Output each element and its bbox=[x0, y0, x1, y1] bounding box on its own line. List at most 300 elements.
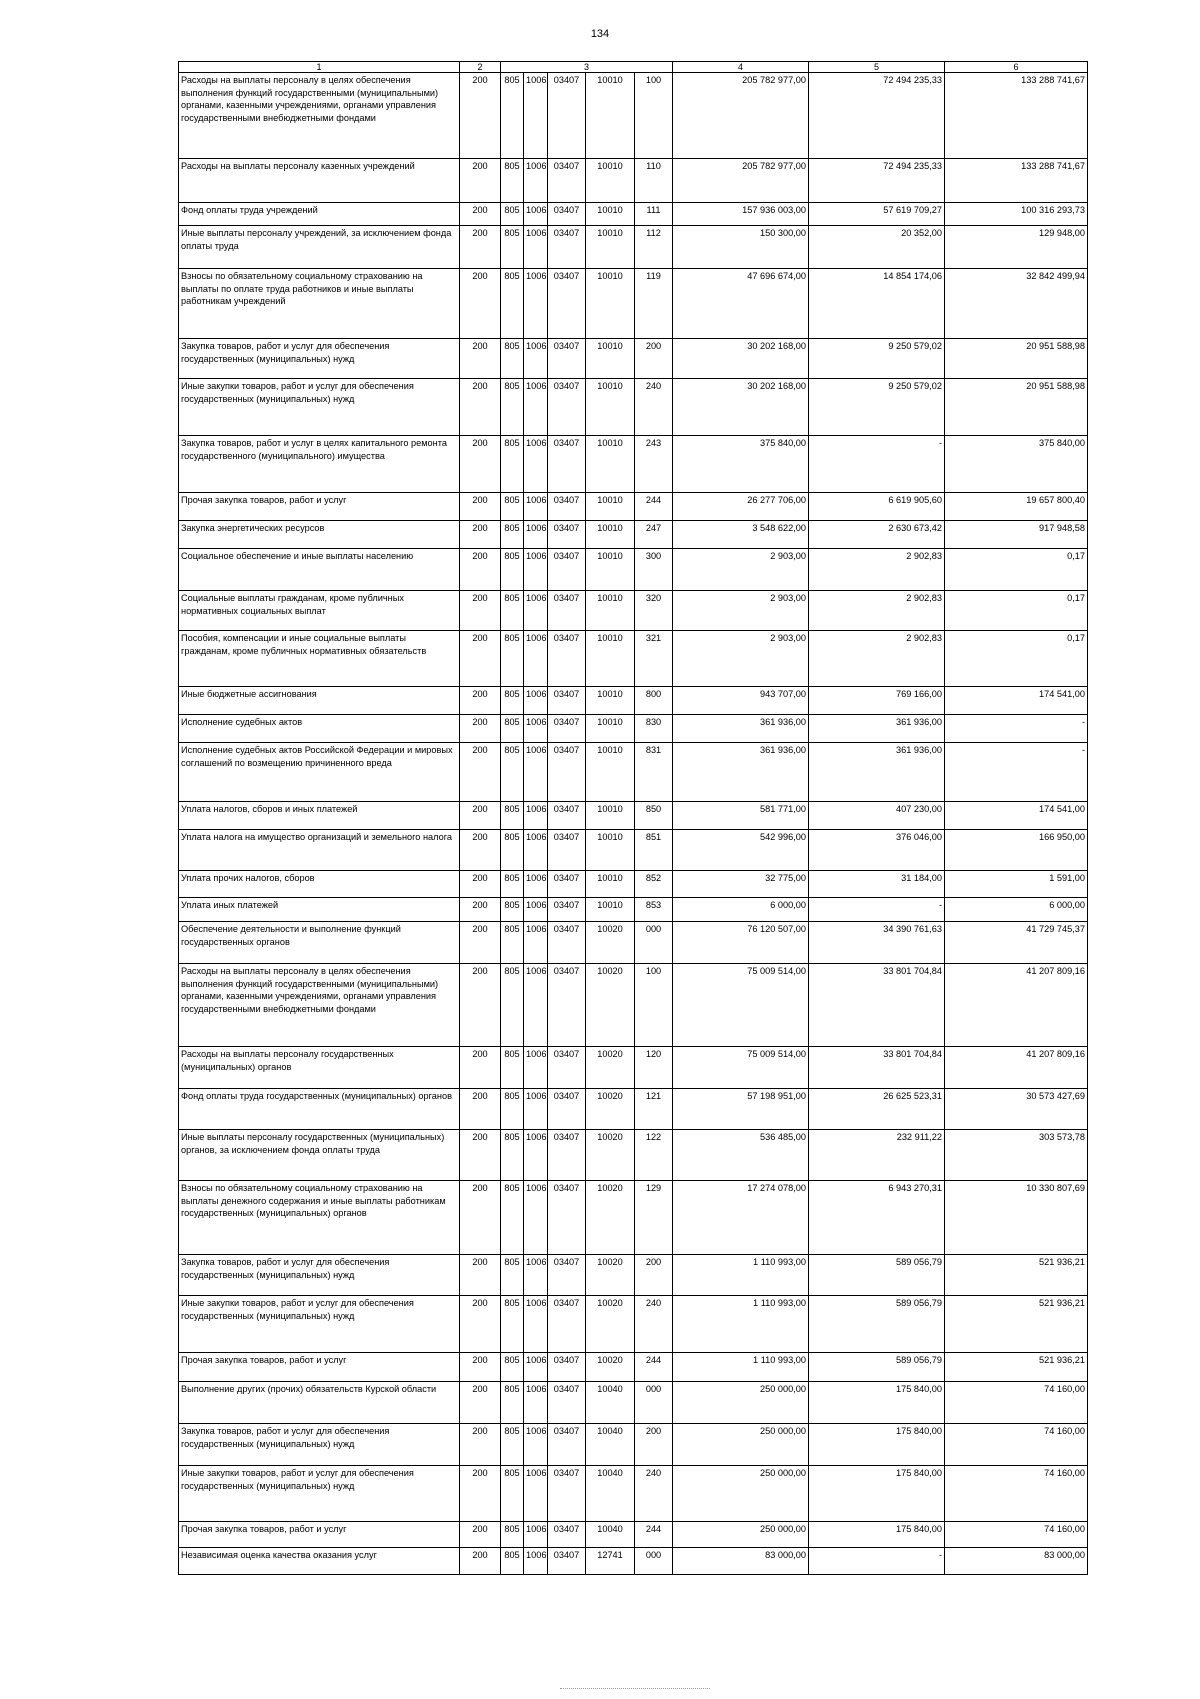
row-unexecuted-cell: 20 951 588,98 bbox=[945, 339, 1088, 379]
row-executed-cell: 407 230,00 bbox=[809, 802, 945, 830]
row-ministry-cell: 805 bbox=[501, 1296, 524, 1353]
row-ministry-cell: 805 bbox=[501, 1548, 524, 1575]
row-code-cell: 200 bbox=[460, 743, 501, 802]
row-section-cell: 1006 bbox=[524, 73, 548, 159]
row-section-cell: 1006 bbox=[524, 1382, 548, 1424]
row-section-cell: 1006 bbox=[524, 1548, 548, 1575]
row-unexecuted-cell: 32 842 499,94 bbox=[945, 269, 1088, 339]
row-executed-cell: 175 840,00 bbox=[809, 1466, 945, 1522]
row-expense-type-cell: 830 bbox=[635, 715, 673, 743]
row-direction-cell: 10010 bbox=[586, 830, 635, 871]
row-section-cell: 1006 bbox=[524, 715, 548, 743]
row-program-cell: 03407 bbox=[548, 159, 586, 203]
row-expense-type-cell: 100 bbox=[635, 964, 673, 1047]
row-ministry-cell: 805 bbox=[501, 379, 524, 436]
row-code-cell: 200 bbox=[460, 1353, 501, 1382]
row-program-cell: 03407 bbox=[548, 203, 586, 226]
row-section-cell: 1006 bbox=[524, 1466, 548, 1522]
row-section-cell: 1006 bbox=[524, 521, 548, 549]
table-row bbox=[179, 922, 1088, 964]
row-approved-cell: 6 000,00 bbox=[673, 898, 809, 922]
row-approved-cell: 2 903,00 bbox=[673, 549, 809, 591]
row-code-cell: 200 bbox=[460, 830, 501, 871]
row-program-cell: 03407 bbox=[548, 521, 586, 549]
table-row bbox=[179, 687, 1088, 715]
table-row bbox=[179, 871, 1088, 898]
row-ministry-cell: 805 bbox=[501, 830, 524, 871]
row-program-cell: 03407 bbox=[548, 1522, 586, 1548]
row-name-cell: Обеспечение деятельности и выполнение функций государственных органов bbox=[179, 922, 460, 964]
table-row bbox=[179, 830, 1088, 871]
row-program-cell: 03407 bbox=[548, 830, 586, 871]
row-direction-cell: 10020 bbox=[586, 1047, 635, 1089]
row-direction-cell: 10010 bbox=[586, 802, 635, 830]
row-name-cell: Иные закупки товаров, работ и услуг для обеспечения государственных (муниципальных) нужд bbox=[179, 1466, 460, 1522]
row-executed-cell: 361 936,00 bbox=[809, 743, 945, 802]
row-unexecuted-cell: 174 541,00 bbox=[945, 687, 1088, 715]
row-approved-cell: 542 996,00 bbox=[673, 830, 809, 871]
row-direction-cell: 10040 bbox=[586, 1522, 635, 1548]
row-name-cell: Уплата налогов, сборов и иных платежей bbox=[179, 802, 460, 830]
row-executed-cell: 9 250 579,02 bbox=[809, 339, 945, 379]
table-row bbox=[179, 715, 1088, 743]
row-executed-cell: 72 494 235,33 bbox=[809, 73, 945, 159]
row-ministry-cell: 805 bbox=[501, 159, 524, 203]
row-name-cell: Расходы на выплаты персоналу казенных учреждений bbox=[179, 159, 460, 203]
row-code-cell: 200 bbox=[460, 1130, 501, 1181]
row-unexecuted-cell: 83 000,00 bbox=[945, 1548, 1088, 1575]
row-name-cell: Иные закупки товаров, работ и услуг для обеспечения государственных (муниципальных) нужд bbox=[179, 1296, 460, 1353]
row-program-cell: 03407 bbox=[548, 1296, 586, 1353]
scan-artifact bbox=[560, 1688, 710, 1691]
row-program-cell: 03407 bbox=[548, 898, 586, 922]
row-section-cell: 1006 bbox=[524, 898, 548, 922]
row-name-cell: Закупка товаров, работ и услуг для обеспечения государственных (муниципальных) нужд bbox=[179, 1255, 460, 1296]
row-ministry-cell: 805 bbox=[501, 715, 524, 743]
row-expense-type-cell: 112 bbox=[635, 226, 673, 269]
row-code-cell: 200 bbox=[460, 922, 501, 964]
row-name-cell: Уплата прочих налогов, сборов bbox=[179, 871, 460, 898]
row-section-cell: 1006 bbox=[524, 802, 548, 830]
row-unexecuted-cell: 10 330 807,69 bbox=[945, 1181, 1088, 1255]
row-expense-type-cell: 831 bbox=[635, 743, 673, 802]
row-expense-type-cell: 000 bbox=[635, 1382, 673, 1424]
row-direction-cell: 10010 bbox=[586, 743, 635, 802]
row-name-cell: Расходы на выплаты персоналу в целях обеспечения выполнения функций государственными (муниципальными) органами, казенными учреждениями, органами управления государственными внебюджетными фондами bbox=[179, 964, 460, 1047]
row-approved-cell: 250 000,00 bbox=[673, 1466, 809, 1522]
row-direction-cell: 10010 bbox=[586, 549, 635, 591]
row-name-cell: Независимая оценка качества оказания услуг bbox=[179, 1548, 460, 1575]
table-row bbox=[179, 521, 1088, 549]
row-code-cell: 200 bbox=[460, 493, 501, 521]
row-program-cell: 03407 bbox=[548, 1047, 586, 1089]
row-approved-cell: 250 000,00 bbox=[673, 1424, 809, 1466]
row-name-cell: Расходы на выплаты персоналу государственных (муниципальных) органов bbox=[179, 1047, 460, 1089]
table-row bbox=[179, 1353, 1088, 1382]
row-executed-cell: 2 902,83 bbox=[809, 591, 945, 631]
row-unexecuted-cell: - bbox=[945, 743, 1088, 802]
row-section-cell: 1006 bbox=[524, 631, 548, 687]
row-direction-cell: 10010 bbox=[586, 339, 635, 379]
row-executed-cell: 9 250 579,02 bbox=[809, 379, 945, 436]
row-code-cell: 200 bbox=[460, 1181, 501, 1255]
row-direction-cell: 10020 bbox=[586, 1255, 635, 1296]
row-section-cell: 1006 bbox=[524, 687, 548, 715]
row-executed-cell: 232 911,22 bbox=[809, 1130, 945, 1181]
row-approved-cell: 47 696 674,00 bbox=[673, 269, 809, 339]
row-program-cell: 03407 bbox=[548, 493, 586, 521]
row-executed-cell: 72 494 235,33 bbox=[809, 159, 945, 203]
row-unexecuted-cell: 41 729 745,37 bbox=[945, 922, 1088, 964]
row-ministry-cell: 805 bbox=[501, 898, 524, 922]
row-program-cell: 03407 bbox=[548, 1548, 586, 1575]
row-direction-cell: 10010 bbox=[586, 226, 635, 269]
row-section-cell: 1006 bbox=[524, 339, 548, 379]
row-direction-cell: 10010 bbox=[586, 591, 635, 631]
row-executed-cell: 26 625 523,31 bbox=[809, 1089, 945, 1130]
row-unexecuted-cell: 521 936,21 bbox=[945, 1353, 1088, 1382]
row-unexecuted-cell: 74 160,00 bbox=[945, 1522, 1088, 1548]
row-code-cell: 200 bbox=[460, 1548, 501, 1575]
row-program-cell: 03407 bbox=[548, 1382, 586, 1424]
table-row bbox=[179, 964, 1088, 1047]
row-code-cell: 200 bbox=[460, 871, 501, 898]
row-approved-cell: 157 936 003,00 bbox=[673, 203, 809, 226]
row-name-cell: Выполнение других (прочих) обязательств Курской области bbox=[179, 1382, 460, 1424]
row-executed-cell: 33 801 704,84 bbox=[809, 964, 945, 1047]
row-program-cell: 03407 bbox=[548, 1255, 586, 1296]
table-row bbox=[179, 1047, 1088, 1089]
row-direction-cell: 10040 bbox=[586, 1382, 635, 1424]
row-approved-cell: 250 000,00 bbox=[673, 1382, 809, 1424]
row-ministry-cell: 805 bbox=[501, 1424, 524, 1466]
row-approved-cell: 2 903,00 bbox=[673, 591, 809, 631]
row-unexecuted-cell: 521 936,21 bbox=[945, 1296, 1088, 1353]
row-direction-cell: 10010 bbox=[586, 871, 635, 898]
row-executed-cell: 20 352,00 bbox=[809, 226, 945, 269]
row-name-cell: Закупка товаров, работ и услуг для обеспечения государственных (муниципальных) нужд bbox=[179, 339, 460, 379]
table-row bbox=[179, 1522, 1088, 1548]
row-name-cell: Иные закупки товаров, работ и услуг для обеспечения государственных (муниципальных) нужд bbox=[179, 379, 460, 436]
table-row bbox=[179, 436, 1088, 493]
row-ministry-cell: 805 bbox=[501, 871, 524, 898]
row-expense-type-cell: 119 bbox=[635, 269, 673, 339]
row-code-cell: 200 bbox=[460, 379, 501, 436]
row-direction-cell: 10010 bbox=[586, 687, 635, 715]
row-code-cell: 200 bbox=[460, 715, 501, 743]
row-ministry-cell: 805 bbox=[501, 802, 524, 830]
row-unexecuted-cell: 6 000,00 bbox=[945, 898, 1088, 922]
row-code-cell: 200 bbox=[460, 1255, 501, 1296]
row-name-cell: Исполнение судебных актов Российской Федерации и мировых соглашений по возмещению причиненного вреда bbox=[179, 743, 460, 802]
row-code-cell: 200 bbox=[460, 269, 501, 339]
row-program-cell: 03407 bbox=[548, 549, 586, 591]
row-program-cell: 03407 bbox=[548, 1353, 586, 1382]
row-program-cell: 03407 bbox=[548, 339, 586, 379]
row-unexecuted-cell: 133 288 741,67 bbox=[945, 159, 1088, 203]
row-section-cell: 1006 bbox=[524, 1130, 548, 1181]
row-program-cell: 03407 bbox=[548, 226, 586, 269]
row-name-cell: Прочая закупка товаров, работ и услуг bbox=[179, 1353, 460, 1382]
row-program-cell: 03407 bbox=[548, 436, 586, 493]
table-row bbox=[179, 1466, 1088, 1522]
row-expense-type-cell: 800 bbox=[635, 687, 673, 715]
row-program-cell: 03407 bbox=[548, 73, 586, 159]
row-program-cell: 03407 bbox=[548, 1466, 586, 1522]
row-expense-type-cell: 122 bbox=[635, 1130, 673, 1181]
row-section-cell: 1006 bbox=[524, 1181, 548, 1255]
table-row bbox=[179, 339, 1088, 379]
row-unexecuted-cell: 0,17 bbox=[945, 549, 1088, 591]
row-direction-cell: 12741 bbox=[586, 1548, 635, 1575]
row-approved-cell: 1 110 993,00 bbox=[673, 1296, 809, 1353]
row-program-cell: 03407 bbox=[548, 964, 586, 1047]
row-expense-type-cell: 247 bbox=[635, 521, 673, 549]
row-direction-cell: 10020 bbox=[586, 1353, 635, 1382]
row-section-cell: 1006 bbox=[524, 743, 548, 802]
table-row bbox=[179, 1089, 1088, 1130]
row-executed-cell: 14 854 174,06 bbox=[809, 269, 945, 339]
row-expense-type-cell: 200 bbox=[635, 339, 673, 379]
row-direction-cell: 10020 bbox=[586, 964, 635, 1047]
row-executed-cell: 2 902,83 bbox=[809, 549, 945, 591]
row-direction-cell: 10010 bbox=[586, 715, 635, 743]
row-approved-cell: 32 775,00 bbox=[673, 871, 809, 898]
table-row bbox=[179, 631, 1088, 687]
table-row bbox=[179, 1548, 1088, 1575]
row-approved-cell: 2 903,00 bbox=[673, 631, 809, 687]
header-cell: 3 bbox=[501, 62, 673, 73]
row-code-cell: 200 bbox=[460, 1424, 501, 1466]
row-unexecuted-cell: 19 657 800,40 bbox=[945, 493, 1088, 521]
row-program-cell: 03407 bbox=[548, 802, 586, 830]
row-program-cell: 03407 bbox=[548, 379, 586, 436]
row-executed-cell: 589 056,79 bbox=[809, 1255, 945, 1296]
row-executed-cell: 33 801 704,84 bbox=[809, 1047, 945, 1089]
row-expense-type-cell: 200 bbox=[635, 1255, 673, 1296]
row-expense-type-cell: 300 bbox=[635, 549, 673, 591]
table-row bbox=[179, 226, 1088, 269]
row-direction-cell: 10020 bbox=[586, 1296, 635, 1353]
row-ministry-cell: 805 bbox=[501, 226, 524, 269]
row-executed-cell: 2 902,83 bbox=[809, 631, 945, 687]
row-approved-cell: 75 009 514,00 bbox=[673, 1047, 809, 1089]
row-code-cell: 200 bbox=[460, 898, 501, 922]
row-code-cell: 200 bbox=[460, 1089, 501, 1130]
row-name-cell: Расходы на выплаты персоналу в целях обеспечения выполнения функций государственными (муниципальными) органами, казенными учреждениями, органами управления государственными внебюджетными фондами bbox=[179, 73, 460, 159]
row-section-cell: 1006 bbox=[524, 591, 548, 631]
header-row bbox=[179, 62, 1088, 73]
table-row bbox=[179, 1382, 1088, 1424]
row-section-cell: 1006 bbox=[524, 1047, 548, 1089]
row-program-cell: 03407 bbox=[548, 871, 586, 898]
row-expense-type-cell: 240 bbox=[635, 1296, 673, 1353]
budget-table bbox=[178, 61, 1088, 1575]
row-unexecuted-cell: 20 951 588,98 bbox=[945, 379, 1088, 436]
row-executed-cell: - bbox=[809, 1548, 945, 1575]
table-row bbox=[179, 549, 1088, 591]
row-direction-cell: 10010 bbox=[586, 898, 635, 922]
row-name-cell: Взносы по обязательному социальному страхованию на выплаты по оплате труда работников и иные выплаты работникам учреждений bbox=[179, 269, 460, 339]
row-expense-type-cell: 000 bbox=[635, 1548, 673, 1575]
row-name-cell: Иные выплаты персоналу государственных (муниципальных) органов, за исключением фонда оплаты труда bbox=[179, 1130, 460, 1181]
header-cell: 5 bbox=[809, 62, 945, 73]
row-executed-cell: 175 840,00 bbox=[809, 1522, 945, 1548]
table-row bbox=[179, 203, 1088, 226]
row-ministry-cell: 805 bbox=[501, 1353, 524, 1382]
row-ministry-cell: 805 bbox=[501, 1089, 524, 1130]
row-direction-cell: 10010 bbox=[586, 269, 635, 339]
row-ministry-cell: 805 bbox=[501, 591, 524, 631]
table-row bbox=[179, 379, 1088, 436]
row-unexecuted-cell: 100 316 293,73 bbox=[945, 203, 1088, 226]
row-code-cell: 200 bbox=[460, 73, 501, 159]
row-approved-cell: 26 277 706,00 bbox=[673, 493, 809, 521]
row-section-cell: 1006 bbox=[524, 549, 548, 591]
row-ministry-cell: 805 bbox=[501, 493, 524, 521]
row-expense-type-cell: 111 bbox=[635, 203, 673, 226]
row-name-cell: Уплата налога на имущество организаций и земельного налога bbox=[179, 830, 460, 871]
row-direction-cell: 10010 bbox=[586, 203, 635, 226]
row-section-cell: 1006 bbox=[524, 269, 548, 339]
row-approved-cell: 250 000,00 bbox=[673, 1522, 809, 1548]
row-expense-type-cell: 110 bbox=[635, 159, 673, 203]
row-expense-type-cell: 853 bbox=[635, 898, 673, 922]
row-ministry-cell: 805 bbox=[501, 743, 524, 802]
row-code-cell: 200 bbox=[460, 226, 501, 269]
row-section-cell: 1006 bbox=[524, 1522, 548, 1548]
row-unexecuted-cell: 375 840,00 bbox=[945, 436, 1088, 493]
row-section-cell: 1006 bbox=[524, 830, 548, 871]
row-ministry-cell: 805 bbox=[501, 549, 524, 591]
header-cell: 1 bbox=[179, 62, 460, 73]
row-expense-type-cell: 200 bbox=[635, 1424, 673, 1466]
page-number: 134 bbox=[590, 28, 610, 40]
row-ministry-cell: 805 bbox=[501, 1047, 524, 1089]
row-unexecuted-cell: 133 288 741,67 bbox=[945, 73, 1088, 159]
row-approved-cell: 30 202 168,00 bbox=[673, 339, 809, 379]
row-code-cell: 200 bbox=[460, 1296, 501, 1353]
row-code-cell: 200 bbox=[460, 631, 501, 687]
row-name-cell: Иные бюджетные ассигнования bbox=[179, 687, 460, 715]
row-expense-type-cell: 240 bbox=[635, 379, 673, 436]
row-approved-cell: 205 782 977,00 bbox=[673, 159, 809, 203]
row-executed-cell: - bbox=[809, 898, 945, 922]
row-name-cell: Закупка энергетических ресурсов bbox=[179, 521, 460, 549]
row-executed-cell: 376 046,00 bbox=[809, 830, 945, 871]
table-row bbox=[179, 493, 1088, 521]
row-code-cell: 200 bbox=[460, 1382, 501, 1424]
row-unexecuted-cell: 1 591,00 bbox=[945, 871, 1088, 898]
row-ministry-cell: 805 bbox=[501, 1466, 524, 1522]
row-name-cell: Иные выплаты персоналу учреждений, за исключением фонда оплаты труда bbox=[179, 226, 460, 269]
table-row bbox=[179, 1424, 1088, 1466]
row-direction-cell: 10010 bbox=[586, 521, 635, 549]
row-ministry-cell: 805 bbox=[501, 1522, 524, 1548]
row-code-cell: 200 bbox=[460, 1466, 501, 1522]
row-direction-cell: 10010 bbox=[586, 436, 635, 493]
row-code-cell: 200 bbox=[460, 436, 501, 493]
row-program-cell: 03407 bbox=[548, 1089, 586, 1130]
row-section-cell: 1006 bbox=[524, 379, 548, 436]
row-direction-cell: 10010 bbox=[586, 379, 635, 436]
row-approved-cell: 361 936,00 bbox=[673, 743, 809, 802]
row-name-cell: Взносы по обязательному социальному страхованию на выплаты денежного содержания и иные выплаты работникам государственных (муниципальных) органов bbox=[179, 1181, 460, 1255]
row-approved-cell: 375 840,00 bbox=[673, 436, 809, 493]
table-row bbox=[179, 591, 1088, 631]
row-direction-cell: 10040 bbox=[586, 1466, 635, 1522]
row-ministry-cell: 805 bbox=[501, 964, 524, 1047]
row-direction-cell: 10020 bbox=[586, 1181, 635, 1255]
row-section-cell: 1006 bbox=[524, 493, 548, 521]
row-unexecuted-cell: 41 207 809,16 bbox=[945, 964, 1088, 1047]
row-expense-type-cell: 851 bbox=[635, 830, 673, 871]
row-code-cell: 200 bbox=[460, 591, 501, 631]
row-code-cell: 200 bbox=[460, 549, 501, 591]
row-section-cell: 1006 bbox=[524, 1089, 548, 1130]
row-approved-cell: 75 009 514,00 bbox=[673, 964, 809, 1047]
row-section-cell: 1006 bbox=[524, 159, 548, 203]
row-executed-cell: 6 943 270,31 bbox=[809, 1181, 945, 1255]
row-ministry-cell: 805 bbox=[501, 521, 524, 549]
row-executed-cell: 175 840,00 bbox=[809, 1382, 945, 1424]
table-row bbox=[179, 1296, 1088, 1353]
row-unexecuted-cell: - bbox=[945, 715, 1088, 743]
row-executed-cell: 31 184,00 bbox=[809, 871, 945, 898]
row-executed-cell: 175 840,00 bbox=[809, 1424, 945, 1466]
row-direction-cell: 10010 bbox=[586, 493, 635, 521]
row-unexecuted-cell: 129 948,00 bbox=[945, 226, 1088, 269]
row-expense-type-cell: 850 bbox=[635, 802, 673, 830]
row-program-cell: 03407 bbox=[548, 715, 586, 743]
row-expense-type-cell: 100 bbox=[635, 73, 673, 159]
row-direction-cell: 10010 bbox=[586, 631, 635, 687]
row-executed-cell: 6 619 905,60 bbox=[809, 493, 945, 521]
row-ministry-cell: 805 bbox=[501, 1130, 524, 1181]
row-code-cell: 200 bbox=[460, 964, 501, 1047]
row-direction-cell: 10020 bbox=[586, 922, 635, 964]
row-section-cell: 1006 bbox=[524, 1424, 548, 1466]
row-section-cell: 1006 bbox=[524, 922, 548, 964]
row-code-cell: 200 bbox=[460, 1522, 501, 1548]
row-program-cell: 03407 bbox=[548, 591, 586, 631]
row-approved-cell: 150 300,00 bbox=[673, 226, 809, 269]
row-name-cell: Пособия, компенсации и иные социальные выплаты гражданам, кроме публичных нормативных обязательств bbox=[179, 631, 460, 687]
row-name-cell: Закупка товаров, работ и услуг в целях капитального ремонта государственного (муниципального) имущества bbox=[179, 436, 460, 493]
row-unexecuted-cell: 30 573 427,69 bbox=[945, 1089, 1088, 1130]
row-executed-cell: 57 619 709,27 bbox=[809, 203, 945, 226]
row-expense-type-cell: 320 bbox=[635, 591, 673, 631]
row-expense-type-cell: 240 bbox=[635, 1466, 673, 1522]
row-section-cell: 1006 bbox=[524, 226, 548, 269]
row-executed-cell: 2 630 673,42 bbox=[809, 521, 945, 549]
header-cell: 6 bbox=[945, 62, 1088, 73]
row-expense-type-cell: 244 bbox=[635, 493, 673, 521]
row-program-cell: 03407 bbox=[548, 687, 586, 715]
row-approved-cell: 83 000,00 bbox=[673, 1548, 809, 1575]
row-approved-cell: 536 485,00 bbox=[673, 1130, 809, 1181]
row-ministry-cell: 805 bbox=[501, 436, 524, 493]
row-name-cell: Фонд оплаты труда учреждений bbox=[179, 203, 460, 226]
row-approved-cell: 581 771,00 bbox=[673, 802, 809, 830]
row-unexecuted-cell: 521 936,21 bbox=[945, 1255, 1088, 1296]
row-approved-cell: 3 548 622,00 bbox=[673, 521, 809, 549]
row-ministry-cell: 805 bbox=[501, 1181, 524, 1255]
header-cell: 2 bbox=[460, 62, 501, 73]
row-direction-cell: 10040 bbox=[586, 1424, 635, 1466]
row-unexecuted-cell: 174 541,00 bbox=[945, 802, 1088, 830]
row-program-cell: 03407 bbox=[548, 269, 586, 339]
